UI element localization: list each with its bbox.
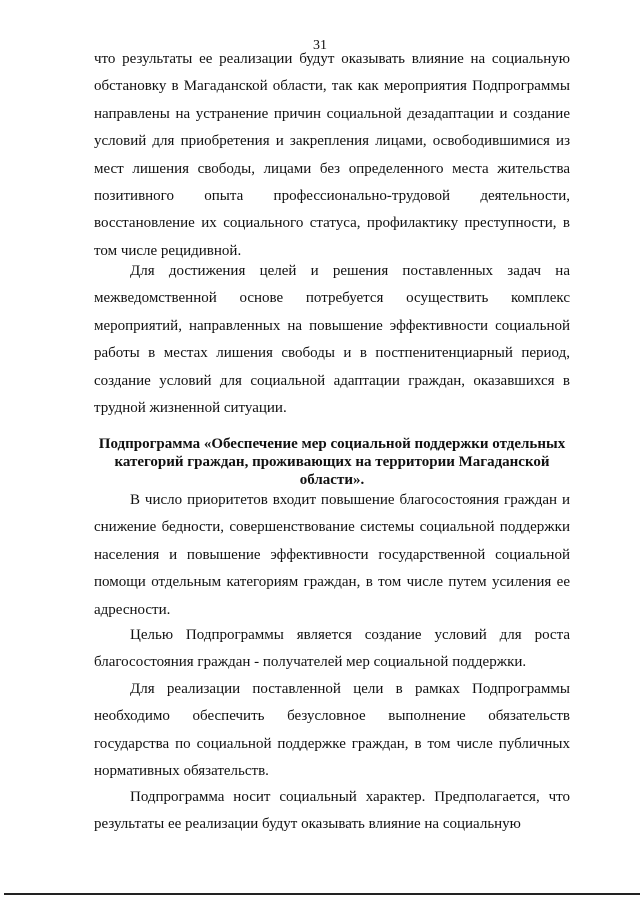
paragraph-continuation: что результаты ее реализации будут оказывать влияние на социальную обстановку в Магаданской области, так как мероприятия Подпрограммы направлены на устранение причин социальной дезадаптации и создание условий для приобретения и закрепления лицами, освободившимися из мест лишения свободы, лицами без определенного места жительства позитивного опыта профессионально-трудовой деятельности, восстановление их социального статуса, профилактику преступности, в том числе рецидивной. xyxy=(94,51,570,259)
paragraph-implementation: Для реализации поставленной цели в рамках Подпрограммы необходимо обеспечить безусловное выполнение обязательств государства по социальной поддержке граждан, в том числе публичных нормативных обязательств. xyxy=(94,681,570,780)
section-heading: Подпрограмма «Обеспечение мер социальной поддержки отдельных категорий граждан, проживающих на территории Магаданской области». xyxy=(98,436,566,488)
paragraph-goals: Для достижения целей и решения поставленных задач на межведомственной основе потребуется осуществить комплекс мероприятий, направленных на повышение эффективности социальной работы в местах лишения свободы и в постпенитенциарный период, создание условий для социальной адаптации граждан, оказавшихся в трудной жизненной ситуации. xyxy=(94,263,570,417)
paragraph-character: Подпрограмма носит социальный характер. Предполагается, что результаты ее реализации будут оказывать влияние на социальную xyxy=(94,789,570,833)
paragraph-purpose: Целью Подпрограммы является создание условий для роста благосостояния граждан - получателей мер социальной поддержки. xyxy=(94,627,570,671)
paragraph-priorities: В число приоритетов входит повышение благосостояния граждан и снижение бедности, совершенствование системы социальной поддержки населения и повышение эффективности государственной социальной помощи отдельным категориям граждан, в том числе путем усиления ее адресности. xyxy=(94,492,570,618)
page-number: 31 xyxy=(313,38,327,53)
bottom-rule xyxy=(4,893,640,895)
